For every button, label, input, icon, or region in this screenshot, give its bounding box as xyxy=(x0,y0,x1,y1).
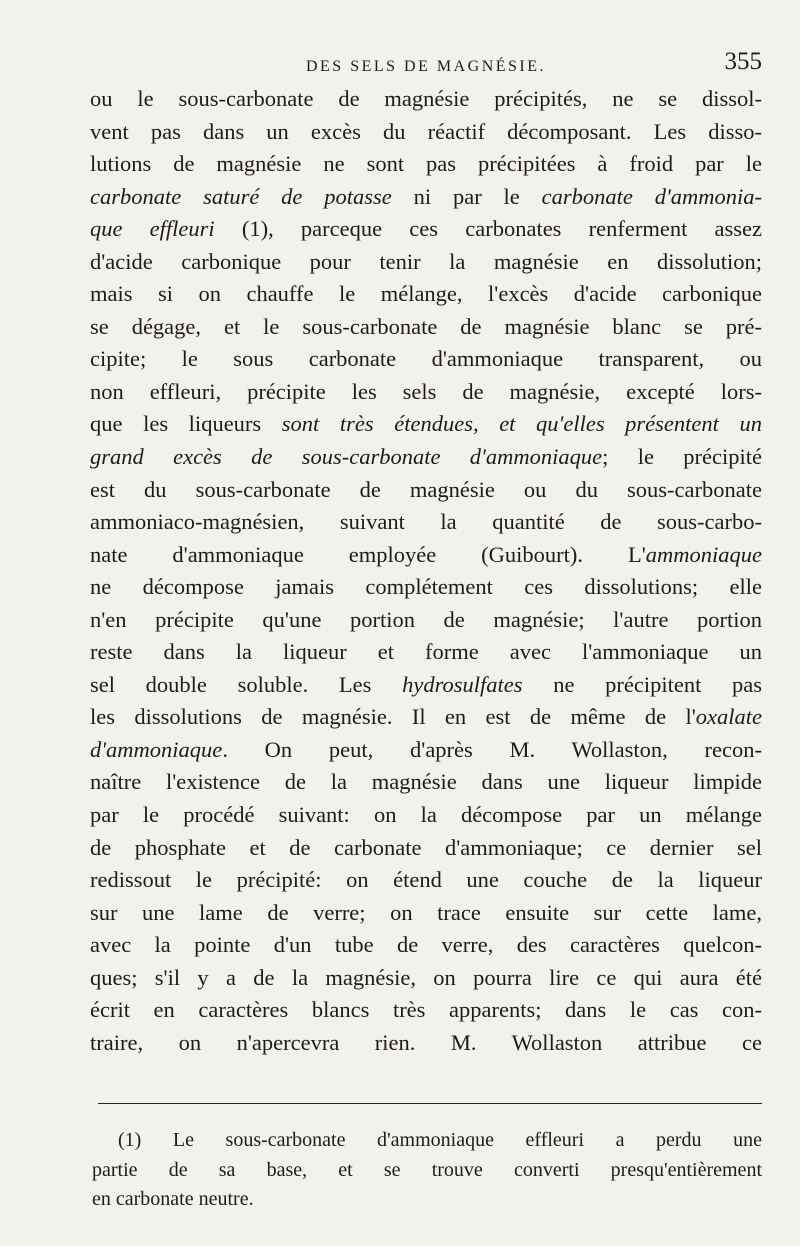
text-line xyxy=(90,799,762,832)
italic-run: que effleuri xyxy=(90,216,215,242)
text-line xyxy=(90,701,762,734)
text-line xyxy=(90,636,762,669)
italic-run: carbonate d'ammonia- xyxy=(541,183,763,209)
text-run: lutions de magnésie ne sont pas précipitées à froid par le xyxy=(90,151,762,177)
text-line xyxy=(90,994,762,1027)
text-line xyxy=(90,83,762,116)
text-run: se dégage, et le sous-carbonate de magnésie blanc se pré- xyxy=(90,313,762,339)
italic-run: ammoniaque xyxy=(645,541,762,567)
text-run: ou le sous-carbonate de magnésie précipités, ne se dissol- xyxy=(90,86,762,111)
text-run: naître l'existence de la magnésie dans une liqueur limpide xyxy=(90,769,762,795)
text-run: écrit en caractères blancs très apparents; dans le cas con- xyxy=(90,997,762,1023)
page-number: 355 xyxy=(724,48,762,75)
text-line xyxy=(90,408,762,441)
text-line xyxy=(90,116,762,149)
text-line xyxy=(90,246,762,279)
text-run: ne décompose jamais complétement ces dissolutions; elle xyxy=(90,574,762,600)
text-run: mais si on chauffe le mélange, l'excès d'acide carbonique xyxy=(90,281,762,307)
running-title: DES SELS DE MAGNÉSIE. xyxy=(305,58,547,75)
text-run: par le procédé suivant: on la décompose par un mélange xyxy=(90,802,762,828)
italic-run: hydrosulfates xyxy=(402,671,523,697)
text-line xyxy=(90,734,762,767)
text-run: reste dans la liqueur et forme avec l'ammoniaque un xyxy=(90,639,762,665)
text-line xyxy=(90,669,762,702)
text-run: d'acide carbonique pour tenir la magnésie en dissolution; xyxy=(90,248,762,274)
text-run: que les liqueurs xyxy=(90,411,282,437)
text-run: redissout le précipité: on étend une couche de la liqueur xyxy=(90,867,762,893)
text-line xyxy=(90,343,762,376)
text-run: sel double soluble. Les xyxy=(90,671,403,697)
text-run: cipite; le sous carbonate d'ammoniaque transparent, ou xyxy=(90,346,762,372)
text-run: ne précipitent pas xyxy=(522,671,763,697)
text-line xyxy=(90,376,762,409)
text-run: sur une lame de verre; on trace ensuite sur cette lame, xyxy=(90,899,762,925)
text-line xyxy=(90,1027,762,1060)
footnote xyxy=(92,1126,762,1215)
text-line xyxy=(90,962,762,995)
text-run: vent pas dans un excès du réactif décomposant. Les disso- xyxy=(90,118,762,144)
text-line xyxy=(90,766,762,799)
text-run: traire, on n'apercevra rien. M. Wollaston attribue ce xyxy=(90,1029,762,1055)
text-line xyxy=(90,311,762,344)
text-line xyxy=(90,181,762,214)
text-run: ques; s'il y a de la magnésie, on pourra lire ce qui aura été xyxy=(90,964,762,990)
body-text xyxy=(90,83,762,1059)
italic-run: sont très étendues, et qu'elles présentent un xyxy=(281,411,763,437)
text-run: (1), parceque ces carbonates renferment assez xyxy=(214,216,762,242)
text-line xyxy=(90,213,762,246)
text-run: n'en précipite qu'une portion de magnésie; l'autre portion xyxy=(90,606,762,632)
text-line xyxy=(90,506,762,539)
text-line xyxy=(90,278,762,311)
text-line xyxy=(90,864,762,897)
italic-run: grand excès de sous-carbonate d'ammoniaque xyxy=(90,444,603,470)
text-line xyxy=(90,897,762,930)
text-line xyxy=(90,571,762,604)
text-line xyxy=(90,441,762,474)
text-run: ; le précipité xyxy=(602,444,762,470)
text-line xyxy=(90,474,762,507)
italic-run: oxalate xyxy=(695,704,762,730)
footnote-line: en carbonate neutre. xyxy=(92,1188,254,1210)
text-run: avec la pointe d'un tube de verre, des caractères quelcon- xyxy=(90,932,762,958)
text-line xyxy=(90,832,762,865)
text-run: les dissolutions de magnésie. Il en est de même de l' xyxy=(90,704,696,730)
text-run: ammoniaco-magnésien, suivant la quantité de sous-carbo- xyxy=(90,509,762,535)
text-line xyxy=(90,929,762,962)
italic-run: d'ammoniaque xyxy=(90,736,223,762)
text-run: ni par le xyxy=(391,183,542,209)
italic-run: carbonate saturé de potasse xyxy=(90,183,392,209)
text-line xyxy=(90,604,762,637)
text-run: nate d'ammoniaque employée (Guibourt). L' xyxy=(90,541,646,567)
footnote-line: (1) Le sous-carbonate d'ammoniaque effleuri a perdu une xyxy=(118,1129,762,1151)
footnote-line: partie de sa base, et se trouve converti presqu'entièrement xyxy=(92,1158,762,1181)
footnote-rule xyxy=(98,1103,762,1104)
text-run: est du sous-carbonate de magnésie ou du sous-carbonate xyxy=(90,476,762,502)
text-line xyxy=(90,539,762,572)
text-run: non effleuri, précipite les sels de magnésie, excepté lors- xyxy=(90,378,762,404)
text-line xyxy=(90,148,762,181)
text-run: . On peut, d'après M. Wollaston, recon- xyxy=(222,736,762,762)
text-run: de phosphate et de carbonate d'ammoniaque; ce dernier sel xyxy=(90,834,762,860)
page-header xyxy=(90,48,762,82)
